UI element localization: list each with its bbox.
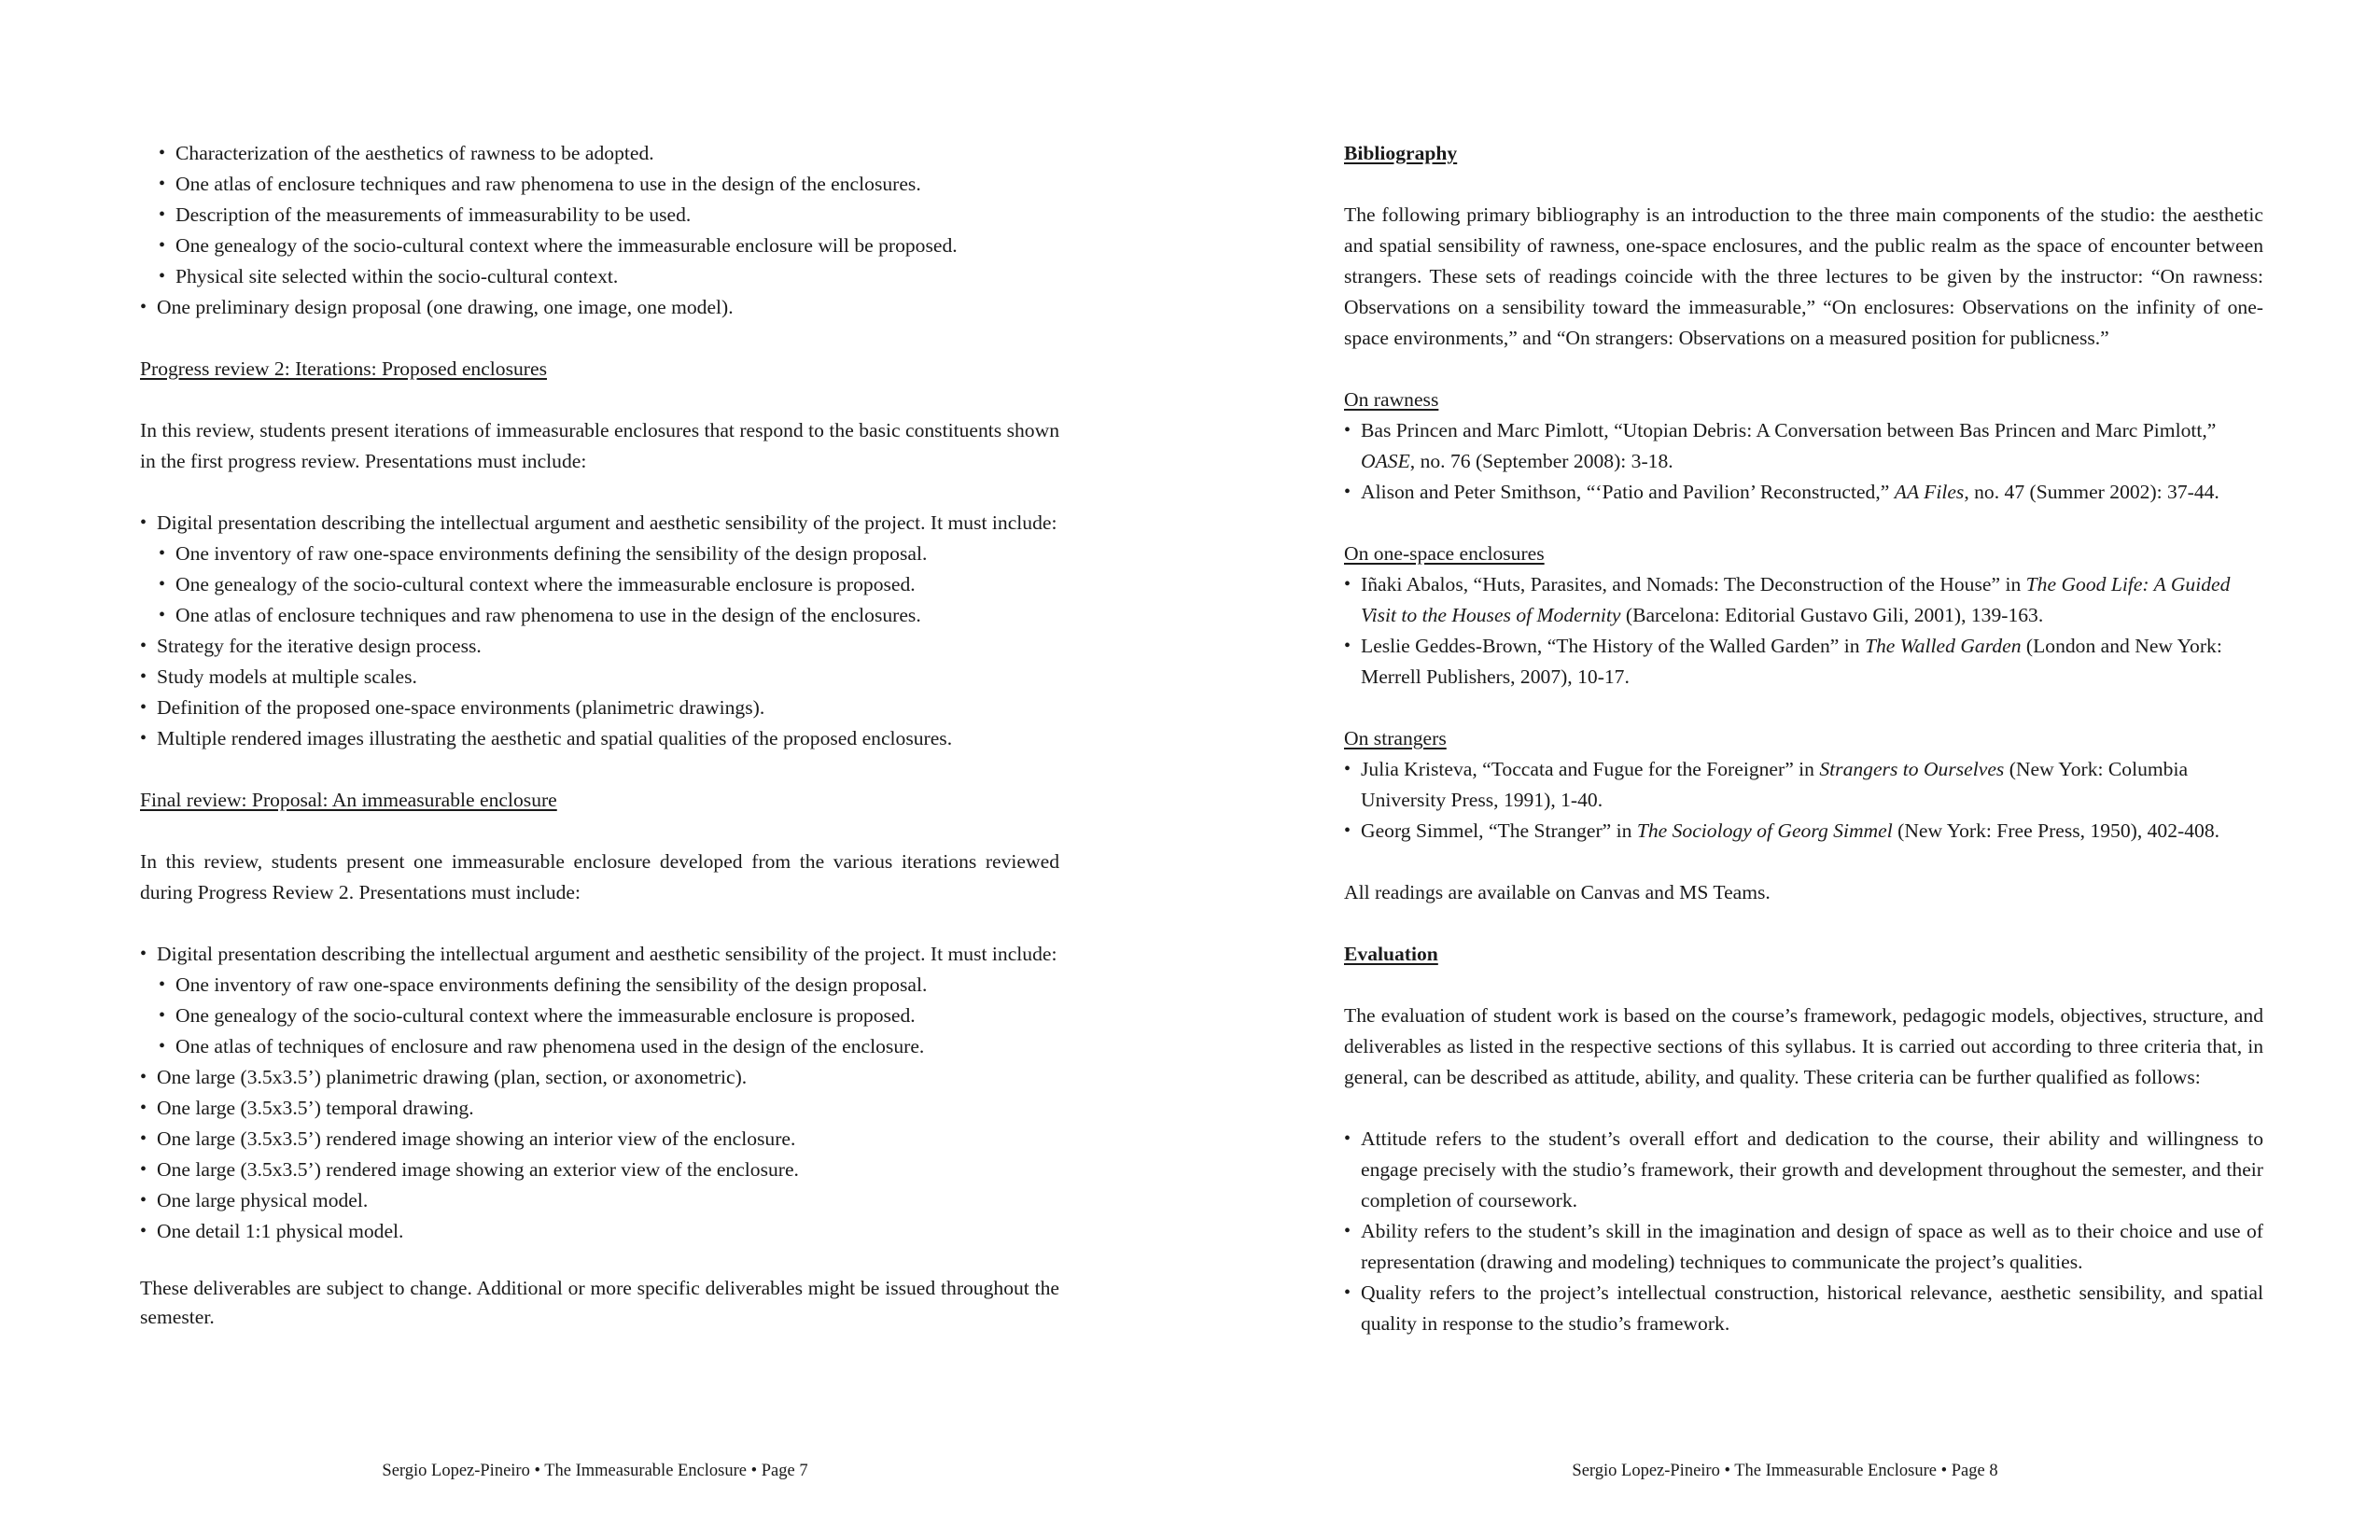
list-item: • One large (3.5x3.5’) planimetric drawing (plan, section, or axonometric). <box>140 1062 1059 1093</box>
final-sub-list <box>140 970 1059 1062</box>
section-title-progress-review-2: Progress review 2: Iterations: Proposed enclosures <box>140 357 547 380</box>
list-item: • One preliminary design proposal (one drawing, one image, one model). <box>140 292 1059 323</box>
review-2-items <box>140 631 1059 754</box>
list-item: • Study models at multiple scales. <box>140 662 1059 693</box>
section-title-final-review: Final review: Proposal: An immeasurable enclosure <box>140 789 557 811</box>
readings-availability: All readings are available on Canvas and MS Teams. <box>1344 881 1771 903</box>
subsection-title-strangers: On strangers <box>1344 727 1447 749</box>
page-7-content <box>140 138 1059 1332</box>
page-8 <box>1190 0 2380 1540</box>
evaluation-paragraph: The evaluation of student work is based on the course’s framework, pedagogic models, objectives, structure, and deliverables as listed in the respective sections of this syllabus. It is carried out according to three criteria that, in general, can be described as attitude, ability, and quality. These criteria can be further qualified as follows: <box>1344 1004 2263 1088</box>
paragraph-review-2: In this review, students present iterations of immeasurable enclosures that respond to the basic constituents shown in the first progress review. Presentations must include: <box>140 419 1059 472</box>
list-item: • One large (3.5x3.5’) rendered image showing an interior view of the enclosure. <box>140 1124 1059 1155</box>
list-item: • One large (3.5x3.5’) temporal drawing. <box>140 1093 1059 1124</box>
page-footer: Sergio Lopez-Pineiro • The Immeasurable Enclosure • Page 7 <box>382 1462 808 1480</box>
strangers-references <box>1344 754 2263 847</box>
closing-note: These deliverables are subject to change. Additional or more specific deliverables might be issued throughout the semester. <box>140 1277 1059 1328</box>
page-footer: Sergio Lopez-Pineiro • The Immeasurable Enclosure • Page 8 <box>1572 1462 1998 1480</box>
list-item: • Attitude refers to the student’s overall effort and dedication to the course, their ability and willingness to engage precisely with the studio’s framework, their growth and development throughout the semester, and their completion of coursework. <box>1344 1124 2263 1216</box>
list-item: • Description of the measurements of immeasurability to be used. <box>140 200 1059 231</box>
review-2-sub-list <box>140 539 1059 631</box>
list-item: • One atlas of enclosure techniques and raw phenomena to use in the design of the enclosures. <box>140 169 1059 200</box>
subsection-title-rawness: On rawness <box>1344 388 1439 411</box>
paragraph-final-review: In this review, students present one immeasurable enclosure developed from the various iterations reviewed during Progress Review 2. Presentations must include: <box>140 850 1059 903</box>
reference-item: • Georg Simmel, “The Stranger” in The Sociology of Georg Simmel (New York: Free Press, 1950), 402-408. <box>1344 816 2263 847</box>
list-item: • Digital presentation describing the intellectual argument and aesthetic sensibility of the project. It must include: <box>140 939 1059 970</box>
page-8-content <box>1344 138 2263 1339</box>
list-item: • One genealogy of the socio-cultural context where the immeasurable enclosure is proposed. <box>140 1001 1059 1031</box>
list-item: • Definition of the proposed one-space environments (planimetric drawings). <box>140 693 1059 723</box>
bibliography-heading: Bibliography <box>1344 142 1458 164</box>
list-item: • One inventory of raw one-space environments defining the sensibility of the design proposal. <box>140 970 1059 1001</box>
evaluation-heading: Evaluation <box>1344 943 1438 965</box>
list-item: • Digital presentation describing the intellectual argument and aesthetic sensibility of the project. It must include: <box>140 508 1059 539</box>
reference-item: • Julia Kristeva, “Toccata and Fugue for the Foreigner” in Strangers to Ourselves (New York: Columbia University Press, 1991), 1-40. <box>1344 754 2263 816</box>
evaluation-criteria <box>1344 1124 2263 1339</box>
list-item: • Characterization of the aesthetics of rawness to be adopted. <box>140 138 1059 169</box>
review-2-list <box>140 508 1059 539</box>
intro-sub-list <box>140 138 1059 292</box>
bibliography-paragraph: The following primary bibliography is an introduction to the three main components of the studio: the aesthetic and spatial sensibility of rawness, one-space enclosures, and the public realm as the space of encounter between strangers. These sets of readings coincide with the three lectures to be given by the instructor: “On rawness: Observations on a sensibility toward the immeasurable,” “On enclosures: Observations on the infinity of one-space environments,” and “On strangers: Observations on a measured position for publicness.” <box>1344 203 2263 349</box>
reference-item: • Iñaki Abalos, “Huts, Parasites, and Nomads: The Deconstruction of the House” in The Good Life: A Guided Visit to the Houses of Modernity (Barcelona: Editorial Gustavo Gili, 2001), 139-163. <box>1344 569 2263 631</box>
list-item: • One atlas of techniques of enclosure and raw phenomena used in the design of the enclosure. <box>140 1031 1059 1062</box>
final-items <box>140 1062 1059 1247</box>
reference-item: • Bas Princen and Marc Pimlott, “Utopian Debris: A Conversation between Bas Princen and Marc Pimlott,” OASE, no. 76 (September 2008): 3-18. <box>1344 415 2263 477</box>
reference-item: • Leslie Geddes-Brown, “The History of the Walled Garden” in The Walled Garden (London and New York: Merrell Publishers, 2007), 10-17. <box>1344 631 2263 693</box>
list-item: • Multiple rendered images illustrating the aesthetic and spatial qualities of the proposed enclosures. <box>140 723 1059 754</box>
list-item: • One large (3.5x3.5’) rendered image showing an exterior view of the enclosure. <box>140 1155 1059 1185</box>
list-item: • One atlas of enclosure techniques and raw phenomena to use in the design of the enclosures. <box>140 600 1059 631</box>
subsection-title-enclosures: On one-space enclosures <box>1344 542 1545 565</box>
list-item: • Physical site selected within the socio-cultural context. <box>140 261 1059 292</box>
list-item: • One genealogy of the socio-cultural context where the immeasurable enclosure is proposed. <box>140 569 1059 600</box>
final-list <box>140 939 1059 970</box>
list-item: • One detail 1:1 physical model. <box>140 1216 1059 1247</box>
list-item: • Quality refers to the project’s intellectual construction, historical relevance, aesthetic sensibility, and spatial quality in response to the studio’s framework. <box>1344 1278 2263 1339</box>
list-item: • One inventory of raw one-space environments defining the sensibility of the design proposal. <box>140 539 1059 569</box>
list-item: • Ability refers to the student’s skill in the imagination and design of space as well as to their choice and use of representation (drawing and modeling) techniques to communicate the project’s qualities. <box>1344 1216 2263 1278</box>
list-item: • One genealogy of the socio-cultural context where the immeasurable enclosure will be proposed. <box>140 231 1059 261</box>
reference-item: • Alison and Peter Smithson, “‘Patio and Pavilion’ Reconstructed,” AA Files, no. 47 (Summer 2002): 37-44. <box>1344 477 2263 508</box>
rawness-references <box>1344 415 2263 508</box>
list-item: • One large physical model. <box>140 1185 1059 1216</box>
enclosures-references <box>1344 569 2263 693</box>
list-item: • Strategy for the iterative design process. <box>140 631 1059 662</box>
intro-list <box>140 292 1059 323</box>
